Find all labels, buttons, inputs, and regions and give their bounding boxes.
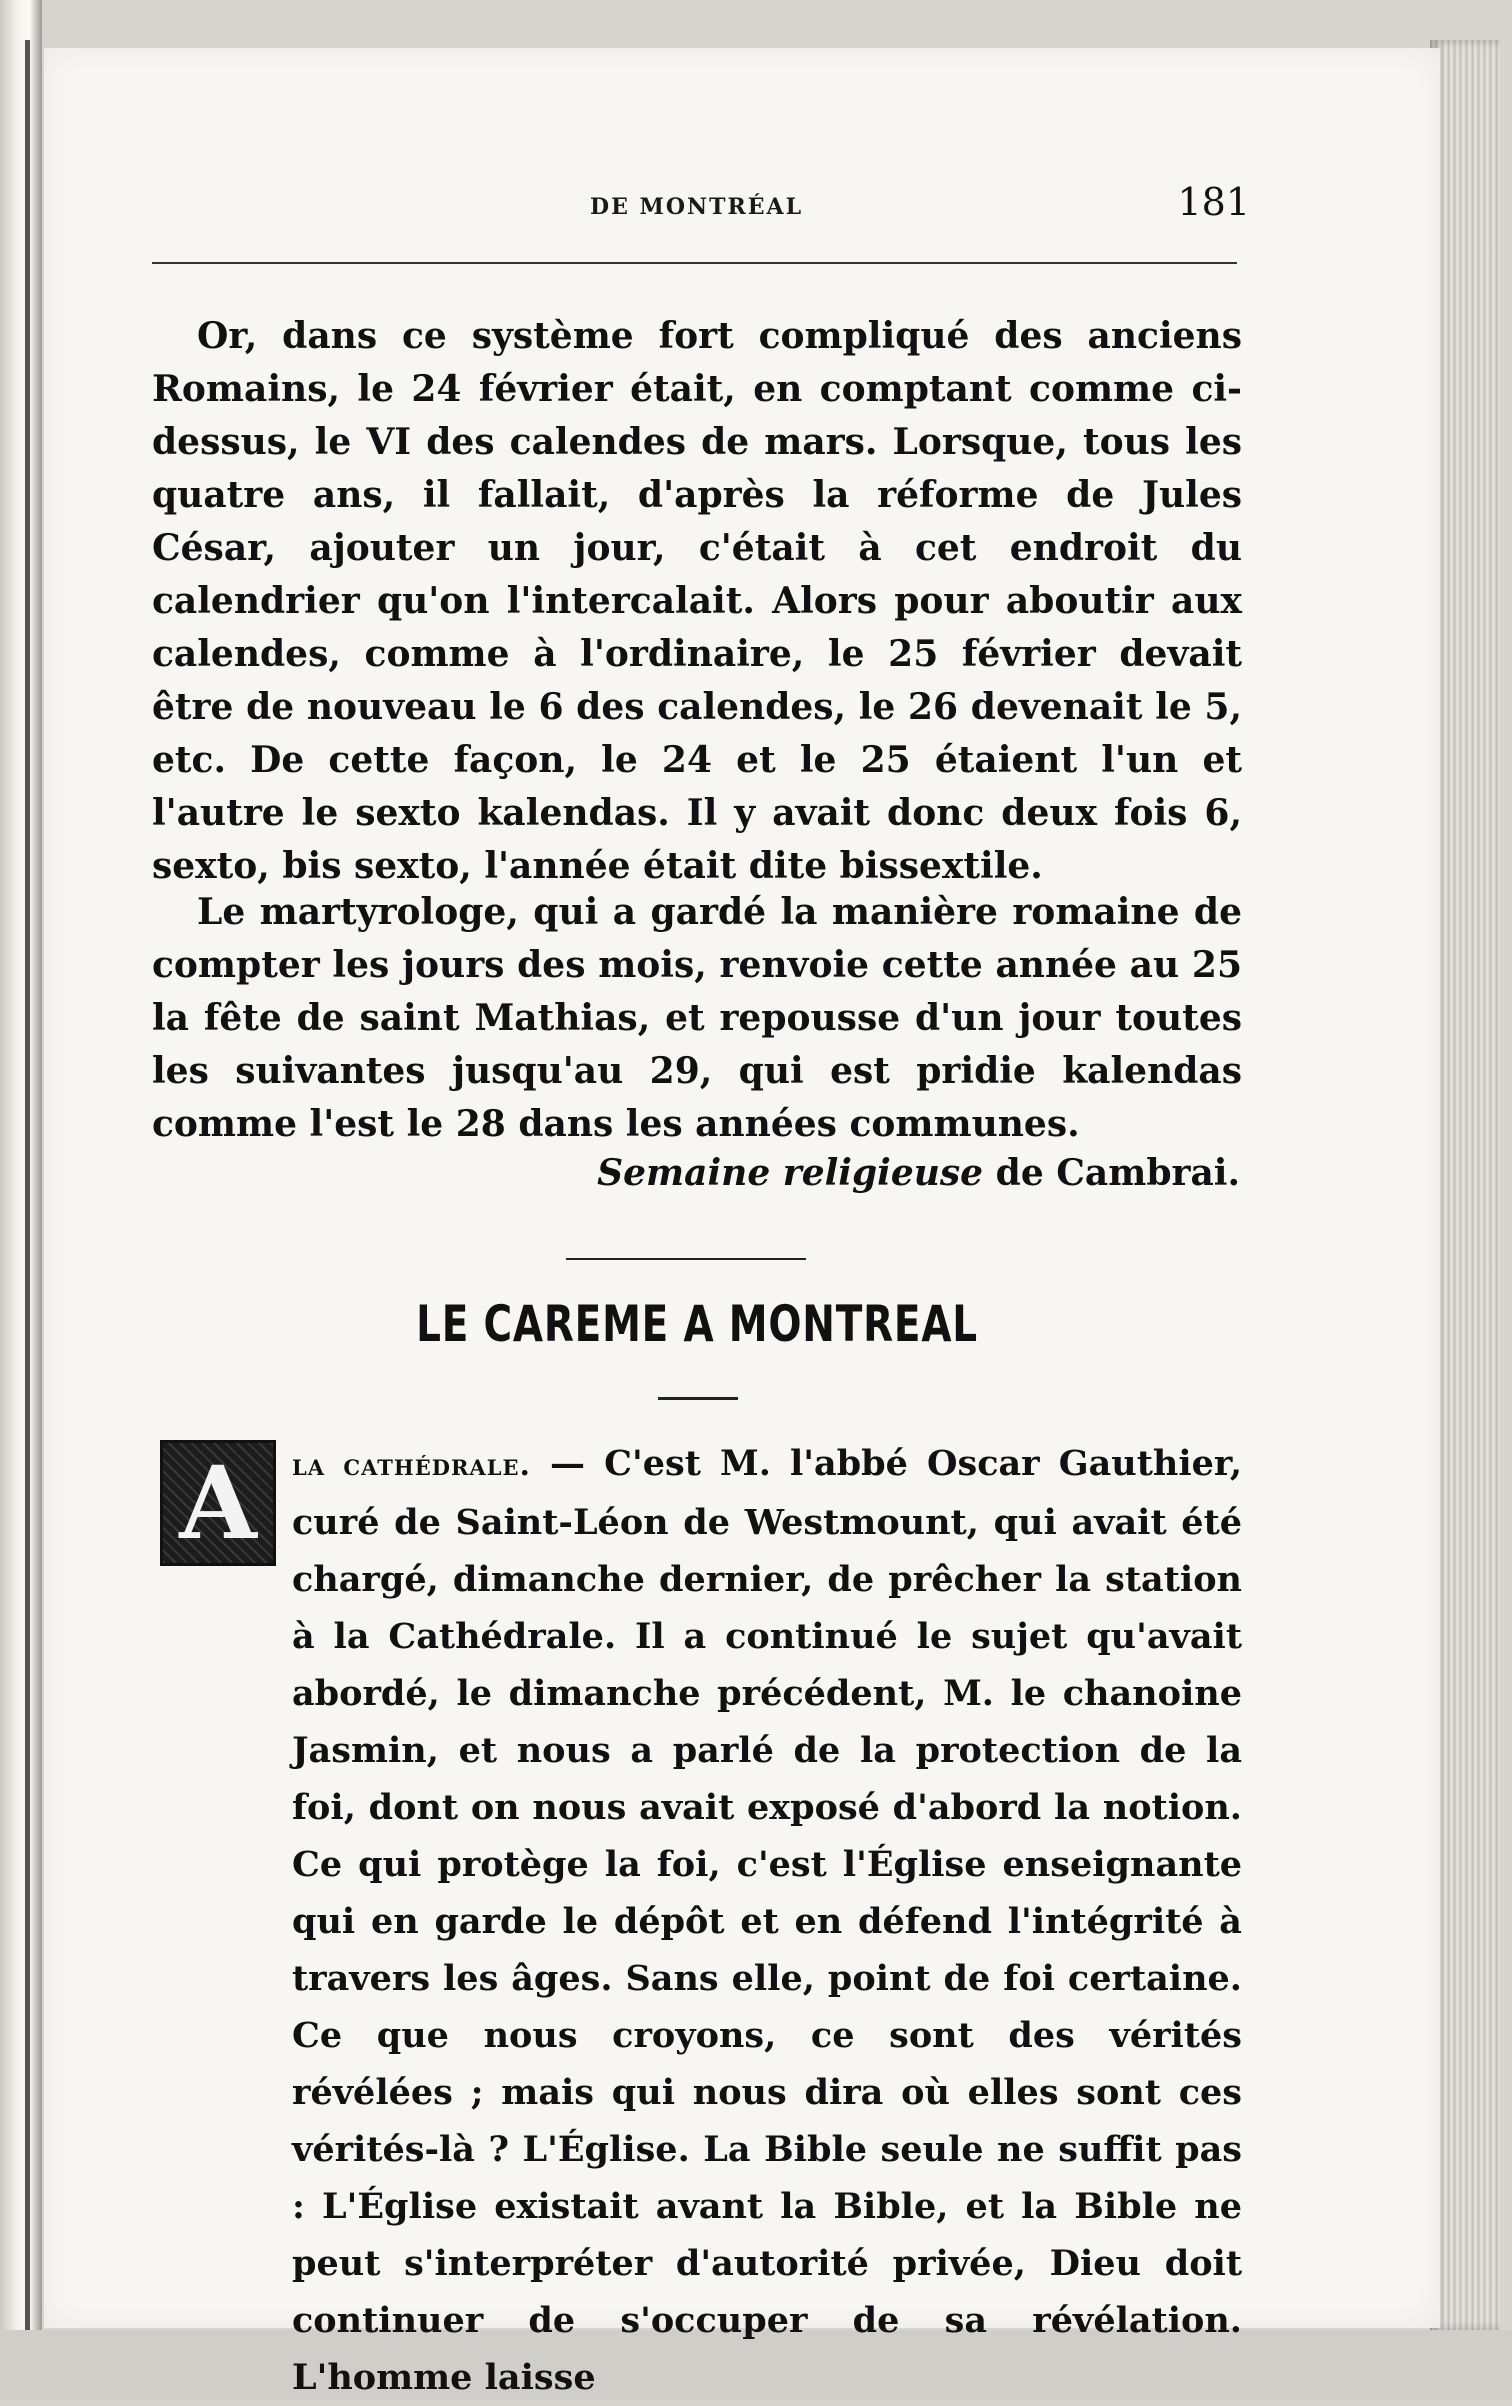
paragraph-3-text	[152, 1435, 1242, 2406]
binding-shadow	[25, 40, 30, 2330]
source-place: de Cambrai.	[995, 1152, 1240, 1194]
title-underline	[658, 1397, 738, 1400]
lead-in-smallcaps: la cathédrale.	[292, 1448, 531, 1483]
section-separator	[566, 1258, 806, 1260]
running-title: DE MONTRÉAL	[590, 194, 804, 220]
page-stack-edge	[1430, 40, 1500, 2330]
running-head	[150, 180, 1250, 240]
header-rule	[152, 262, 1237, 264]
section-title: LE CAREME A MONTREAL	[416, 1295, 978, 1353]
paragraph-3	[152, 1435, 1242, 2406]
paragraph-1: Or, dans ce système fort compliqué des anciens Romains, le 24 février était, en comptant comme ci-dessus, le VI des calendes de mars. Lorsque, tous les quatre ans, il fallait, d'après la réforme de Jules César, ajouter un jour, c'était à cet endroit du calendrier qu'on l'intercalait. Alors pour aboutir aux calendes, comme à l'ordinaire, le 25 février devait être de nouveau le 6 des calendes, le 26 devenait le 5, etc. De cette façon, le 24 et le 25 étaient l'un et l'autre le sexto kalendas. Il y avait donc deux fois 6, sexto, bis sexto, l'année était dite bissextile.	[152, 315, 1242, 887]
source-publication: Semaine religieuse	[597, 1152, 984, 1194]
lead-text: — C'est M. l'abbé Oscar Gauthier, curé de Saint-Léon de Westmount, qui avait été chargé, dimanche dernier, de prêcher la station à la Cathédrale. Il a continué le sujet qu'avait abordé, le dimanche précédent, M. le chanoine Jasmin, et nous a parlé de la protection de la foi, dont on nous avait exposé d'abord la notion. Ce qui protège la foi, c'est l'Église enseignante qui en garde le dépôt et en défend l'intégrité à travers les âges. Sans elle, point de foi certaine. Ce que nous croyons, ce sont des vérités révélées ; mais qui nous dira où elles sont ces vérités-là ? L'Église. La Bible seule ne suffit pas : L'Église existait avant la Bible, et la Bible ne peut s'interpréter d'autorité privée, Dieu doit continuer de s'occuper de sa révélation. L'homme laisse	[292, 1443, 1243, 2398]
source-attribution	[597, 1152, 1240, 1194]
ornamental-drop-cap: A	[160, 1440, 276, 1566]
paragraph-2: Le martyrologe, qui a gardé la manière romaine de compter les jours des mois, renvoie cette année au 25 la fête de saint Mathias, et repousse d'un jour toutes les suivantes jusqu'au 29, qui est pridie kalendas comme l'est le 28 dans les années communes.	[152, 891, 1242, 1145]
page-number: 181	[1177, 180, 1250, 224]
facing-page-edge	[0, 0, 42, 2400]
